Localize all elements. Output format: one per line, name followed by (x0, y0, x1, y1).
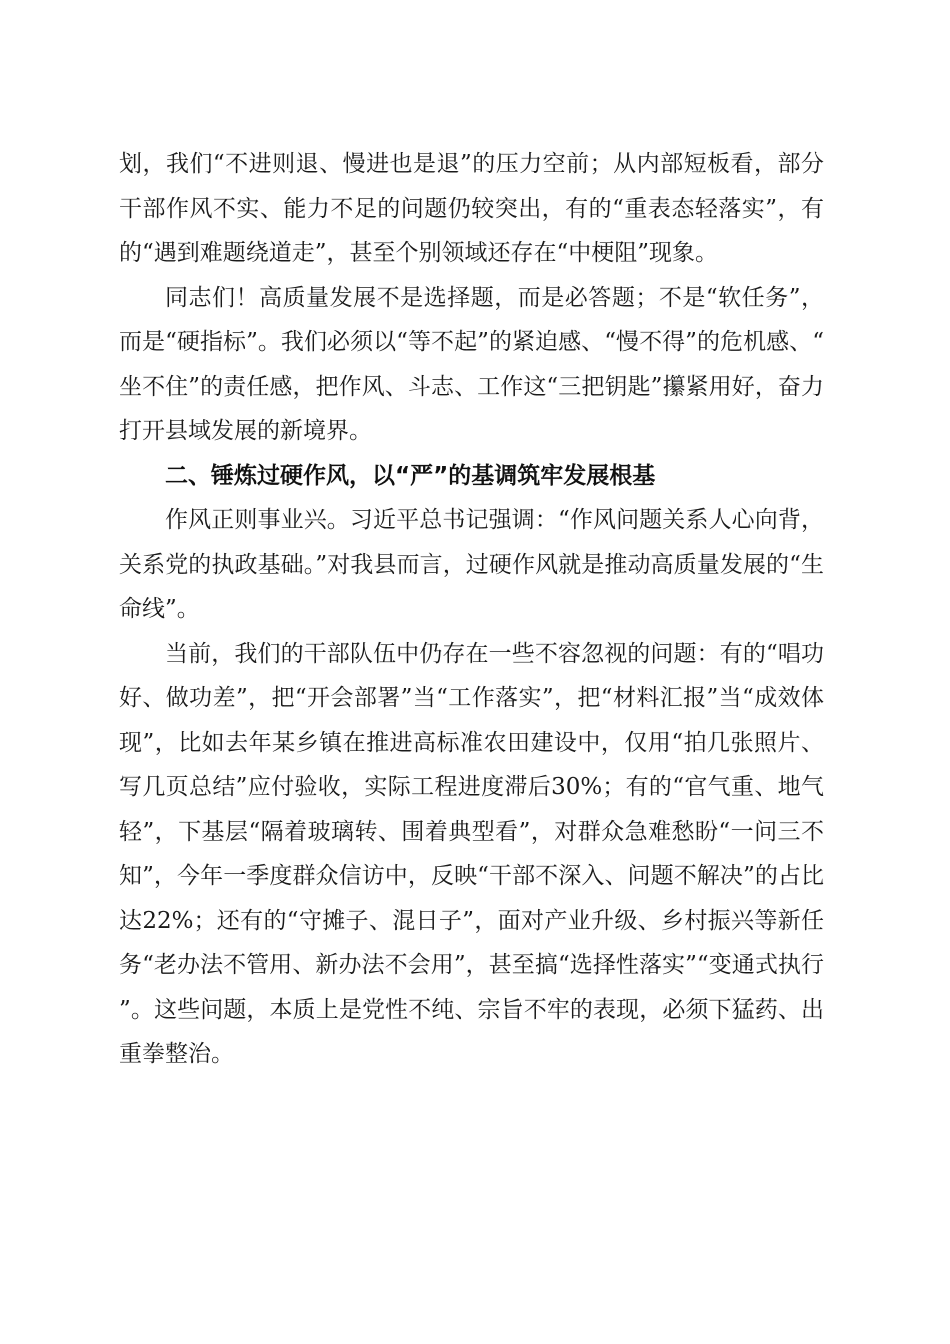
document-body (119, 142, 824, 1077)
paragraph-current-problems: 当前，我们的干部队伍中仍存在一些不容忽视的问题：有的“唱功好、做功差”，把“开会部署”当“工作落实”，把“材料汇报”当“成效体现”，比如去年某乡镇在推进高标准农田建设中，仅用“拍几张照片、写几页总结”应付验收，实际工程进度滞后30%；有的“官气重、地气轻”，下基层“隔着玻璃转、围着典型看”，对群众急难愁盼“一问三不知”，今年一季度群众信访中，反映“干部不深入、问题不解决”的占比达22%；还有的“守摊子、混日子”，面对产业升级、乡村振兴等新任务“老办法不管用、新办法不会用”，甚至搞“选择性落实”“变通式执行”。这些问题，本质上是党性不纯、宗旨不牢的表现，必须下猛药、出重拳整治。 (119, 640, 824, 1067)
paragraph-comrades: 同志们！高质量发展不是选择题，而是必答题；不是“软任务”，而是“硬指标”。我们必须以“等不起”的紧迫感、“慢不得”的危机感、“坐不住”的责任感，把作风、斗志、工作这“三把钥匙”攥紧用好，奋力打开县域发展的新境界。 (119, 284, 824, 444)
paragraph-continuation: 划，我们“不进则退、慢进也是退”的压力空前；从内部短板看，部分干部作风不实、能力不足的问题仍较突出，有的“重表态轻落实”，有的“遇到难题绕道走”，甚至个别领域还存在“中梗阻”现象。 (119, 151, 824, 266)
paragraph-style-importance: 作风正则事业兴。习近平总书记强调：“作风问题关系人心向背，关系党的执政基础。”对我县而言，过硬作风就是推动高质量发展的“生命线”。 (119, 507, 824, 622)
section-heading: 二、锤炼过硬作风，以“严”的基调筑牢发展根基 (165, 462, 656, 489)
